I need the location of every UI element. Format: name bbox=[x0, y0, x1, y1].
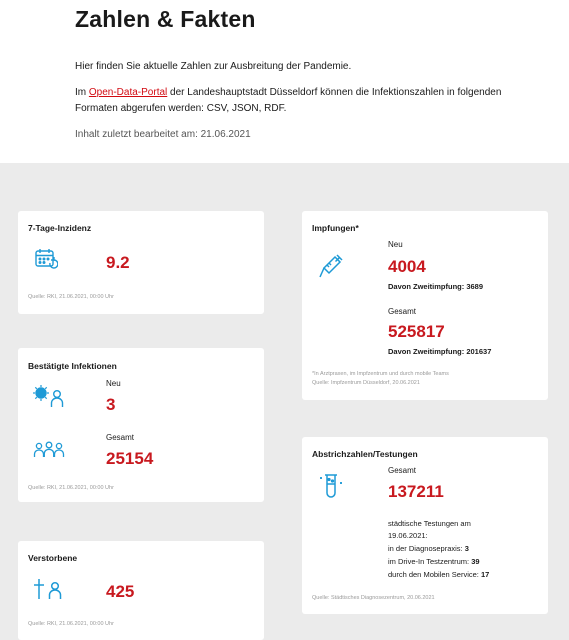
source-note: Quelle: RKI, 21.06.2021, 00:00 Uhr bbox=[28, 485, 114, 491]
card-title: Bestätigte Infektionen bbox=[28, 361, 117, 371]
cross-person-icon bbox=[32, 577, 66, 601]
total-tests-value: 137211 bbox=[388, 482, 444, 501]
intro-text: Hier finden Sie aktuelle Zahlen zur Ausbreitung der Pandemie. bbox=[75, 61, 352, 72]
card-title: Abstrichzahlen/Testungen bbox=[312, 449, 418, 459]
total-label: Gesamt bbox=[106, 433, 135, 442]
incidence-value: 9.2 bbox=[106, 253, 130, 272]
source-note: Quelle: RKI, 21.06.2021, 00:00 Uhr bbox=[28, 294, 114, 300]
tests-mobile-service bbox=[388, 570, 489, 579]
test-tube-icon bbox=[316, 470, 346, 500]
page-title: Zahlen & Fakten bbox=[75, 6, 256, 32]
new-label: Neu bbox=[388, 240, 403, 249]
card-title: 7-Tage-Inzidenz bbox=[28, 223, 92, 233]
virus-person-icon bbox=[32, 384, 66, 408]
total-vaccinations-value: 525817 bbox=[388, 322, 445, 341]
second-dose-value: 3689 bbox=[466, 282, 484, 291]
line-value: 39 bbox=[471, 557, 480, 566]
source-note: Quelle: RKI, 21.06.2021, 00:00 Uhr bbox=[28, 621, 114, 627]
infections-card bbox=[18, 348, 264, 502]
tests-date-line2: 19.06.2021: bbox=[388, 531, 428, 540]
tests-date-line1: städtische Testungen am bbox=[388, 519, 471, 528]
total-infections-value: 25154 bbox=[106, 449, 154, 468]
source-note: Quelle: Städtisches Diagnosezentrum, 20.06.2021 bbox=[312, 595, 435, 601]
tests-card bbox=[302, 437, 548, 614]
last-updated: Inhalt zuletzt bearbeitet am: 21.06.2021 bbox=[75, 129, 251, 140]
line-value: 3 bbox=[464, 544, 469, 553]
footnote: *In Arztpraxen, im Impfzentrum und durch mobile Teams bbox=[312, 371, 449, 377]
portal-prefix: Im bbox=[75, 87, 89, 98]
line-label: durch den Mobilen Service: bbox=[388, 570, 479, 579]
portal-suffix: der Landeshauptstadt Düsseldorf können die Infektionszahlen in folgenden Formaten abgerufen werden: CSV, JSON, RDF. bbox=[75, 87, 502, 114]
line-value: 17 bbox=[480, 570, 490, 579]
total-second-dose bbox=[388, 347, 491, 356]
new-vaccinations-value: 4004 bbox=[388, 257, 426, 276]
group-icon bbox=[32, 440, 66, 460]
deaths-card bbox=[18, 541, 264, 640]
open-data-portal-link[interactable]: Open-Data-Portal bbox=[88, 87, 168, 98]
card-title: Verstorbene bbox=[28, 553, 78, 563]
source-note: Quelle: Impfzentrum Düsseldorf, 20.06.2021 bbox=[312, 380, 420, 386]
total-label: Gesamt bbox=[388, 307, 417, 316]
new-infections-value: 3 bbox=[106, 395, 116, 414]
new-label: Neu bbox=[106, 379, 121, 388]
portal-paragraph bbox=[75, 85, 505, 117]
second-dose-label: Davon Zweitimpfung: bbox=[388, 282, 465, 291]
deaths-value: 425 bbox=[106, 582, 135, 601]
total-label: Gesamt bbox=[388, 466, 417, 475]
incidence-card bbox=[18, 211, 264, 314]
vaccinations-card bbox=[302, 211, 548, 400]
line-label: in der Diagnosepraxis: bbox=[388, 544, 463, 553]
intro-section bbox=[0, 0, 569, 163]
syringe-icon bbox=[318, 251, 346, 279]
new-second-dose bbox=[388, 282, 483, 291]
line-label: im Drive-In Testzentrum: bbox=[388, 557, 470, 566]
calendar-refresh-icon bbox=[34, 247, 58, 271]
tests-drive-in bbox=[388, 557, 480, 566]
second-dose-label: Davon Zweitimpfung: bbox=[388, 347, 465, 356]
second-dose-value: 201637 bbox=[466, 347, 492, 356]
tests-diagnosepraxis bbox=[388, 544, 469, 553]
card-title: Impfungen* bbox=[312, 223, 359, 233]
